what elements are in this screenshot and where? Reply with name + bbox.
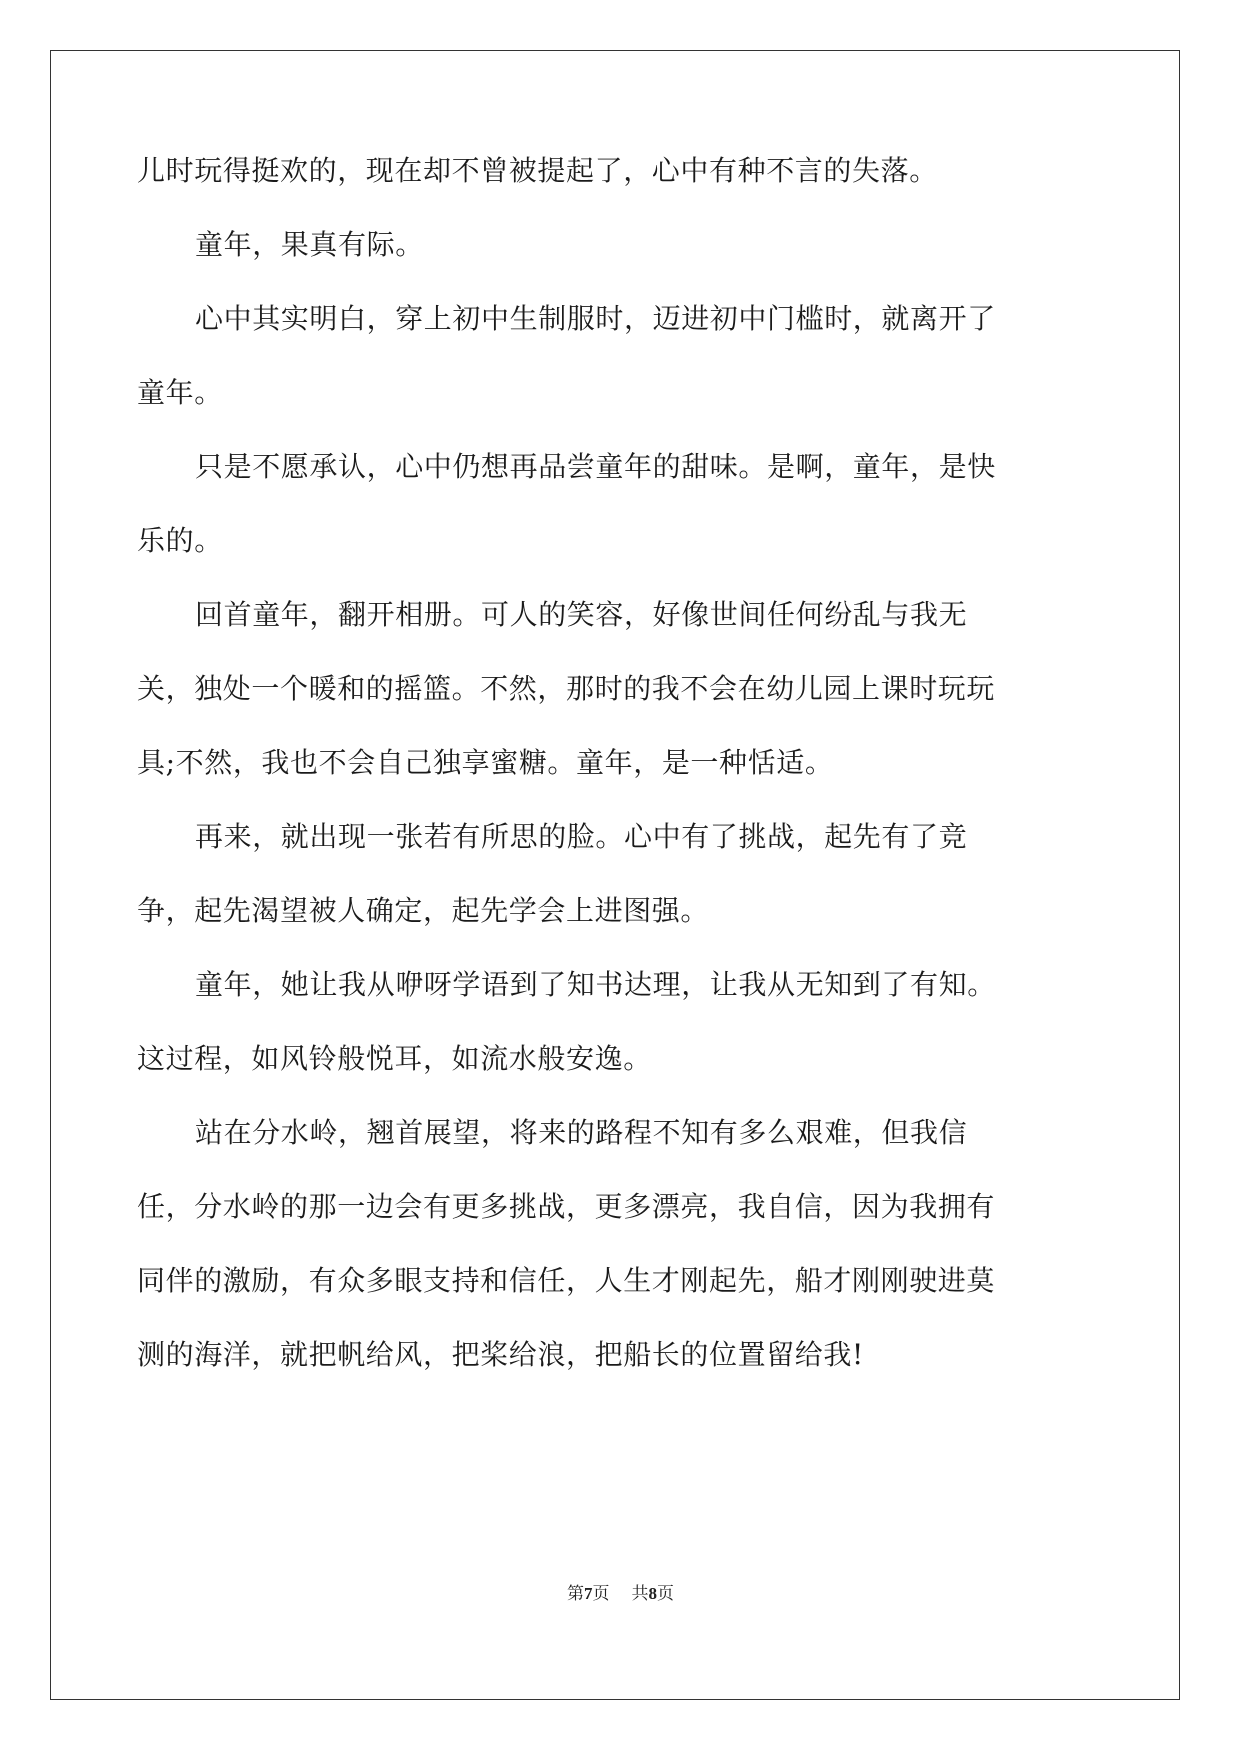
page-number-total: 8 <box>648 1584 657 1603</box>
page-number-suffix: 页 <box>592 1584 610 1604</box>
document-body <box>137 134 997 1392</box>
paragraph: 儿时玩得挺欢的，现在却不曾被提起了，心中有种不言的失落。 <box>137 154 938 187</box>
paragraph: 心中其实明白，穿上初中生制服时，迈进初中门槛时，就离开了童年。 <box>137 302 996 409</box>
page-total-suffix: 页 <box>657 1584 674 1604</box>
paragraph: 童年，她让我从咿呀学语到了知书达理，让我从无知到了有知。这过程，如风铃般悦耳，如流水般安逸。 <box>137 968 996 1075</box>
page-total-prefix: 共 <box>631 1584 649 1604</box>
paragraph: 站在分水岭，翘首展望，将来的路程不知有多么艰难，但我信任，分水岭的那一边会有更多挑战，更多漂亮，我自信，因为我拥有同伴的激励，有众多眼支持和信任，人生才刚起先，船才刚刚驶进莫测的海洋，就把帆给风，把桨给浪，把船长的位置留给我! <box>137 1116 996 1371</box>
page-footer <box>0 1579 1241 1604</box>
paragraph: 回首童年，翻开相册。可人的笑容，好像世间任何纷乱与我无关，独处一个暖和的摇篮。不然，那时的我不会在幼儿园上课时玩玩具;不然，我也不会自己独享蜜糖。童年，是一种恬适。 <box>137 598 996 779</box>
page-number-prefix: 第 <box>567 1584 584 1604</box>
paragraph: 童年，果真有际。 <box>195 228 424 261</box>
paragraph: 只是不愿承认，心中仍想再品尝童年的甜味。是啊，童年，是快乐的。 <box>137 450 996 557</box>
page-number-current: 7 <box>584 1584 593 1603</box>
paragraph: 再来，就出现一张若有所思的脸。心中有了挑战，起先有了竞争，起先渴望被人确定，起先学会上进图强。 <box>137 820 968 927</box>
